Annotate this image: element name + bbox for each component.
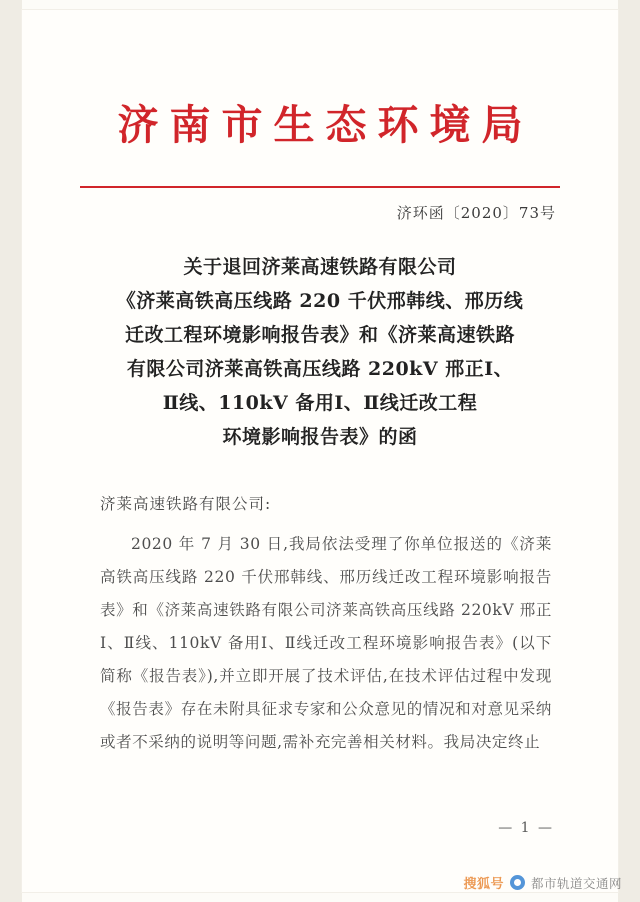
title-line-5: Ⅱ线、110kV 备用Ⅰ、Ⅱ线迁改工程 <box>162 392 478 414</box>
footer-branding <box>463 873 622 892</box>
platform-label: 搜狐号 <box>463 877 504 892</box>
title-line-6: 环境影响报告表》的函 <box>222 426 418 448</box>
paper-sheet <box>22 10 618 892</box>
title-line-1: 关于退回济莱高速铁路有限公司 <box>183 256 457 278</box>
masthead-divider-rule <box>80 186 560 188</box>
page-edge-left <box>0 0 22 902</box>
body-text <box>100 528 552 759</box>
title-line-3: 迁改工程环境影响报告表》和《济莱高速铁路 <box>124 324 515 346</box>
addressee: 济莱高速铁路有限公司: <box>100 495 272 513</box>
document-title <box>100 250 540 454</box>
masthead <box>22 102 618 149</box>
brand-logo-icon <box>510 875 525 890</box>
page-edge-right <box>618 0 640 902</box>
title-line-2: 《济莱高铁高压线路 220 千伏邢韩线、邢历线 <box>116 290 524 312</box>
page-number: — 1 — <box>498 820 554 836</box>
issuing-authority-title: 济南市生态环境局 <box>117 101 534 149</box>
document-number: 济环函〔2020〕73号 <box>396 204 556 222</box>
body-paragraph: 2020 年 7 月 30 日,我局依法受理了你单位报送的《济莱高铁高压线路 220 千伏邢韩线、邢历线迁改工程环境影响报告表》和《济莱高速铁路有限公司济莱高铁高压线路 220kV 邢正Ⅰ、Ⅱ线、110kV 备用Ⅰ、Ⅱ线迁改工程环境影响报告表》(以下简称《报告表》),并立即开展了技术评估,在技术评估过程中发现《报告表》存在未附具征求专家和公众意见的情况和对意见采纳或者不采纳的说明等问题,需补充完善相关材料。我局决定终止 <box>100 535 552 751</box>
title-line-4: 有限公司济莱高铁高压线路 220kV 邢正Ⅰ、 <box>126 358 514 380</box>
account-name: 都市轨道交通网 <box>530 875 622 891</box>
